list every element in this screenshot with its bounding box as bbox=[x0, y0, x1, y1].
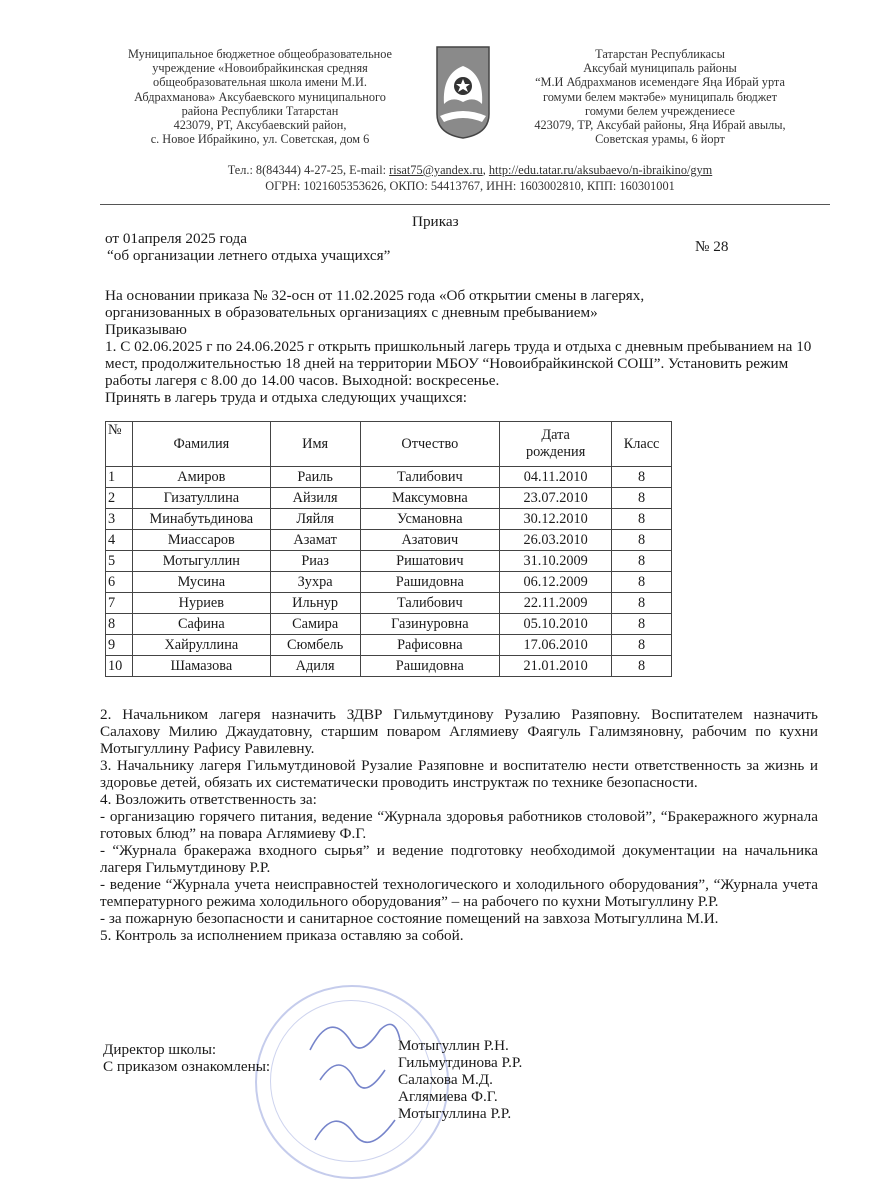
table-cell: Самира bbox=[270, 614, 360, 635]
order-subject: “об организации летнего отдыха учащихся” bbox=[107, 247, 391, 264]
signer-name: Мотыгуллина Р.Р. bbox=[398, 1105, 512, 1122]
table-cell: Амиров bbox=[132, 467, 270, 488]
table-cell: Зухра bbox=[270, 572, 360, 593]
header-right-block bbox=[495, 47, 825, 146]
table-cell: Миассаров bbox=[132, 530, 270, 551]
order-title: Приказ bbox=[412, 213, 459, 230]
table-cell: Гизатуллина bbox=[132, 488, 270, 509]
column-header: Класс bbox=[612, 422, 672, 467]
table-cell: Сафина bbox=[132, 614, 270, 635]
order-word: Приказываю bbox=[105, 321, 187, 338]
table-row bbox=[106, 593, 672, 614]
header-left-line: района Республики Татарстан bbox=[181, 103, 339, 118]
table-cell: 04.11.2010 bbox=[500, 467, 612, 488]
table-cell: 8 bbox=[612, 614, 672, 635]
table-row bbox=[106, 614, 672, 635]
accept-line: Принять в лагерь труда и отдыха следующих учащихся: bbox=[105, 389, 467, 406]
table-row bbox=[106, 551, 672, 572]
registry-numbers: ОГРН: 1021605353626, ОКПО: 54413767, ИНН: 1603002810, КПП: 160301001 bbox=[265, 178, 675, 193]
table-cell: 8 bbox=[612, 509, 672, 530]
table-cell: 9 bbox=[106, 635, 133, 656]
table-cell: Мотыгуллин bbox=[132, 551, 270, 572]
table-row bbox=[106, 572, 672, 593]
table-cell: Газинуровна bbox=[360, 614, 500, 635]
signature-scribbles bbox=[300, 1010, 410, 1165]
table-cell: Мусина bbox=[132, 572, 270, 593]
order-item: - “Журнала бракеража входного сырья” и ведение подготовку необходимой документации на начальника лагеря Гильмутдинову Р.Р. bbox=[100, 842, 818, 876]
table-cell: Рашидовна bbox=[360, 656, 500, 677]
table-row bbox=[106, 656, 672, 677]
header-right-line: Аксубай муниципаль районы bbox=[583, 61, 737, 76]
table-cell: 23.07.2010 bbox=[500, 488, 612, 509]
table-cell: Талибович bbox=[360, 467, 500, 488]
table-cell: Ришатович bbox=[360, 551, 500, 572]
order-item-1: 1. С 02.06.2025 г по 24.06.2025 г открыть пришкольный лагерь труда и отдыха с дневным пребыванием на 10 мест, продолжительностью 18 дней на территории МБОУ “Новоибрайкинской СОШ”. Установить режим работы лагеря с 8.00 до 14.00 часов. Выходной: воскресенье. bbox=[105, 338, 812, 389]
order-item: 4. Возложить ответственность за: bbox=[100, 791, 317, 808]
header-left-line: общеобразовательная школа имени М.И. bbox=[153, 75, 367, 90]
header-left-line: учреждение «Новоибрайкинская средняя bbox=[152, 61, 368, 76]
table-cell: 31.10.2009 bbox=[500, 551, 612, 572]
table-cell: 8 bbox=[612, 467, 672, 488]
director-label: Директор школы: bbox=[103, 1041, 217, 1058]
signature-names bbox=[398, 1037, 522, 1122]
order-item: - ведение “Журнала учета неисправностей технологического и холодильного оборудования”, “Журнала учета температурного режима холодильного оборудования” – на рабочего по кухни Мотыгуллину Р.Р. bbox=[100, 876, 818, 910]
order-date: от 01апреля 2025 года bbox=[105, 230, 248, 247]
table-header-row bbox=[106, 422, 672, 467]
signer-name: Аглямиева Ф.Г. bbox=[398, 1088, 498, 1105]
table-cell: 8 bbox=[612, 488, 672, 509]
table-row bbox=[106, 635, 672, 656]
email-link[interactable]: risat75@yandex.ru bbox=[389, 163, 483, 177]
table-cell: 2 bbox=[106, 488, 133, 509]
table-cell: 8 bbox=[106, 614, 133, 635]
header-left-line: 423079, РТ, Аксубаевский район, bbox=[173, 118, 347, 133]
column-header: Отчество bbox=[360, 422, 500, 467]
header-left-line: Абдрахманова» Аксубаевского муниципального bbox=[134, 89, 386, 104]
table-cell: 6 bbox=[106, 572, 133, 593]
table-cell: 8 bbox=[612, 635, 672, 656]
table-cell: Талибович bbox=[360, 593, 500, 614]
table-cell: 1 bbox=[106, 467, 133, 488]
phone-text: Тел.: 8(84344) 4-27-25, E-mail: bbox=[227, 163, 390, 177]
header-divider bbox=[100, 204, 830, 205]
website-link[interactable]: http://edu.tatar.ru/aksubaevo/n-ibraikino/gym bbox=[488, 163, 713, 177]
table-cell: 10 bbox=[106, 656, 133, 677]
header-right-line: гомуми белем учреждениесе bbox=[584, 103, 735, 118]
table-cell: Риаз bbox=[270, 551, 360, 572]
signer-name: Мотыгуллин Р.Н. bbox=[398, 1037, 509, 1054]
order-number: № 28 bbox=[695, 238, 729, 255]
table-cell: Азамат bbox=[270, 530, 360, 551]
column-header: Дата рождения bbox=[500, 422, 612, 467]
table-cell: Минабутьдинова bbox=[132, 509, 270, 530]
header-right-line: 423079, ТР, Аксубай районы, Яңа Ибрай авылы, bbox=[534, 118, 786, 133]
table-cell: Хайруллина bbox=[132, 635, 270, 656]
order-basis: На основании приказа № 32-осн от 11.02.2025 года «Об открытии смены в лагерях, организованных в образовательных организациях с дневным пребыванием» bbox=[105, 287, 645, 321]
table-cell: Шамазова bbox=[132, 656, 270, 677]
table-row bbox=[106, 530, 672, 551]
contact-info: Тел.: 8(84344) 4-27-25, E-mail: risat75@yandex.ru, http://edu.tatar.ru/aksubaevo/n-ibraikino/gym ОГРН: 1021605353626, ОКПО: 54413767, ИНН: 1603002810, КПП: 160301001 bbox=[150, 163, 790, 194]
table-cell: Ляйля bbox=[270, 509, 360, 530]
signer-name: Гильмутдинова Р.Р. bbox=[398, 1054, 523, 1071]
column-header: № bbox=[106, 422, 133, 467]
table-cell: Ильнур bbox=[270, 593, 360, 614]
order-item: 5. Контроль за исполнением приказа оставляю за собой. bbox=[100, 927, 464, 944]
header-left-line: с. Новое Ибрайкино, ул. Советская, дом 6 bbox=[150, 132, 370, 147]
table-cell: 8 bbox=[612, 551, 672, 572]
table-cell: Нуриев bbox=[132, 593, 270, 614]
order-item: - организацию горячего питания, ведение “Журнала здоровья работников столовой”, “Бракеражного журнала готовых блюд” на повара Аглямиеву Ф.Г. bbox=[100, 808, 818, 842]
table-cell: 8 bbox=[612, 572, 672, 593]
order-item: 3. Начальнику лагеря Гильмутдиновой Рузалие Разяповне и воспитателю нести ответственность за жизнь и здоровье детей, обязать их систематически проводить инструктаж по технике безопасности. bbox=[100, 757, 818, 791]
table-cell: 8 bbox=[612, 593, 672, 614]
students-table bbox=[105, 421, 672, 677]
table-cell: Айзиля bbox=[270, 488, 360, 509]
column-header: Имя bbox=[270, 422, 360, 467]
signature-labels bbox=[103, 1041, 270, 1075]
column-header: Фамилия bbox=[132, 422, 270, 467]
signer-name: Салахова М.Д. bbox=[398, 1071, 493, 1088]
table-cell: 5 bbox=[106, 551, 133, 572]
table-cell: 8 bbox=[612, 656, 672, 677]
table-cell: 4 bbox=[106, 530, 133, 551]
header-right-line: Советская урамы, 6 йорт bbox=[595, 132, 725, 147]
table-cell: 17.06.2010 bbox=[500, 635, 612, 656]
order-items bbox=[100, 706, 818, 944]
table-cell: 7 bbox=[106, 593, 133, 614]
table-cell: 21.01.2010 bbox=[500, 656, 612, 677]
order-item: - за пожарную безопасности и санитарное состояние помещений на завхоза Мотыгуллина М.И. bbox=[100, 910, 719, 927]
acquainted-label: С приказом ознакомлены: bbox=[103, 1058, 271, 1075]
table-cell: 05.10.2010 bbox=[500, 614, 612, 635]
header-left-line: Муниципальное бюджетное общеобразовательное bbox=[127, 47, 393, 61]
header-left-block bbox=[95, 47, 425, 146]
table-cell: Усмановна bbox=[360, 509, 500, 530]
table-cell: Рафисовна bbox=[360, 635, 500, 656]
header-right-line: гомуми белем мәктәбе» муниципаль бюджет bbox=[543, 89, 777, 104]
table-cell: 26.03.2010 bbox=[500, 530, 612, 551]
table-cell: Азатович bbox=[360, 530, 500, 551]
table-cell: 22.11.2009 bbox=[500, 593, 612, 614]
table-row bbox=[106, 467, 672, 488]
order-item: 2. Начальником лагеря назначить ЗДВР Гильмутдинову Рузалию Разяповну. Воспитателем назначить Салахову Милию Джаудатовну, старшим поваром Аглямиеву Фаягуль Галимзяновну, рабочим по кухни Мотыгуллину Рафису Равилевну. bbox=[100, 706, 818, 757]
coat-of-arms-emblem bbox=[434, 44, 492, 140]
table-cell: Раиль bbox=[270, 467, 360, 488]
table-row bbox=[106, 509, 672, 530]
table-cell: Адиля bbox=[270, 656, 360, 677]
header-right-line: “М.И Абдрахманов исемендәге Яңа Ибрай урта bbox=[535, 75, 785, 90]
table-row bbox=[106, 488, 672, 509]
order-body bbox=[105, 287, 823, 406]
table-cell: 8 bbox=[612, 530, 672, 551]
header-right-line: Татарстан Республикасы bbox=[595, 47, 725, 61]
table-cell: Максумовна bbox=[360, 488, 500, 509]
table-cell: 06.12.2009 bbox=[500, 572, 612, 593]
table-cell: 30.12.2010 bbox=[500, 509, 612, 530]
table-cell: Рашидовна bbox=[360, 572, 500, 593]
table-cell: 3 bbox=[106, 509, 133, 530]
table-cell: Сюмбель bbox=[270, 635, 360, 656]
